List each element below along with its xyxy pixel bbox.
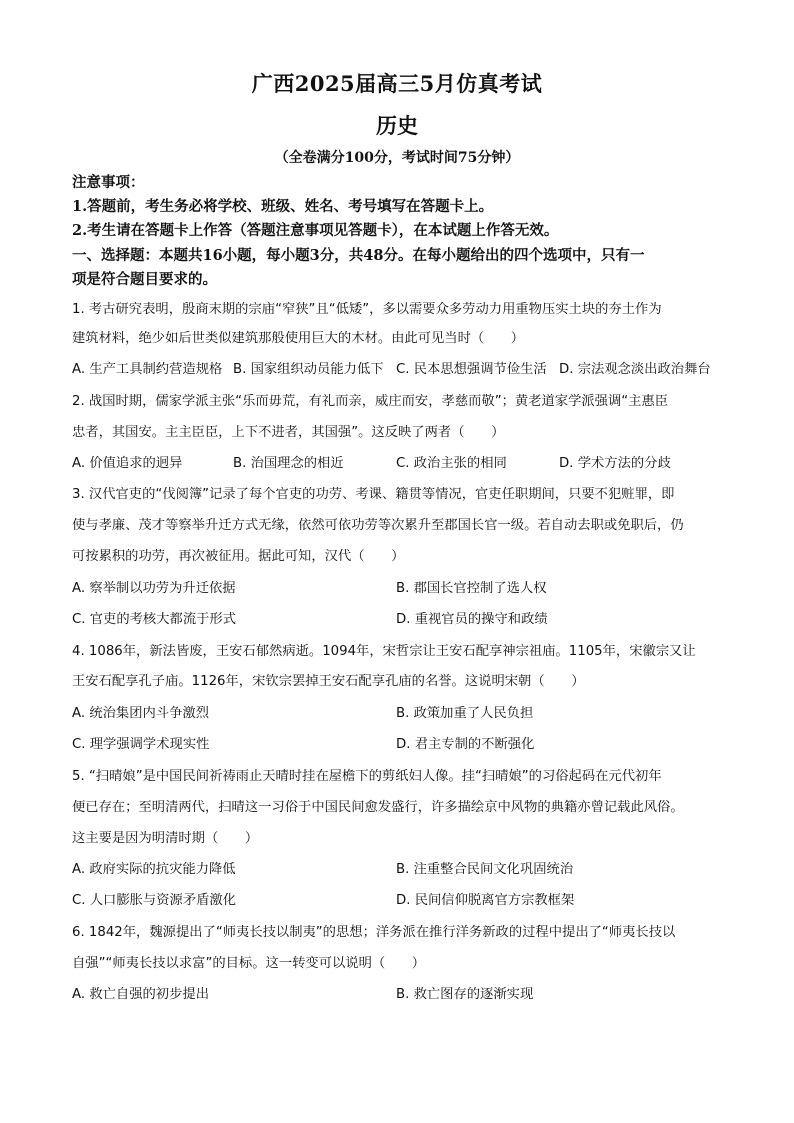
question-6-option-b: B. 救亡图存的逐渐实现 <box>396 987 534 1002</box>
question-1-option-c: C. 民本思想强调节俭生活 <box>396 362 547 377</box>
question-2-option-c: C. 政治主张的相同 <box>396 456 507 471</box>
question-3-line-1: 3. 汉代官吏的“伐阅簿”记录了每个官吏的功劳、考课、籍贯等情况，官吏任职期间，只要不犯赃罪，即 <box>72 487 675 502</box>
notice-item-2: 2.考生请在答题卡上作答（答题注意事项见答题卡），在本试题上作答无效。 <box>72 222 559 239</box>
question-2-option-b: B. 治国理念的相近 <box>233 456 344 471</box>
exam-info: （全卷满分100分，考试时间75分钟） <box>274 150 520 166</box>
question-4-option-d: D. 君主专制的不断强化 <box>396 737 535 752</box>
question-5-option-a: A. 政府实际的抗灾能力降低 <box>72 862 236 877</box>
question-1-line-2: 建筑材料，绝少如后世类似建筑那般使用巨大的木材。由此可见当时（ ） <box>72 331 525 346</box>
question-4-option-c: C. 理学强调学术现实性 <box>72 737 210 752</box>
exam-subject: 历史 <box>376 113 418 138</box>
question-3-option-b: B. 郡国长官控制了选人权 <box>396 581 547 596</box>
question-1-option-b: B. 国家组织动员能力低下 <box>233 362 384 377</box>
question-3-option-d: D. 重视官员的操守和政绩 <box>396 612 548 627</box>
notice-heading: 注意事项： <box>72 174 145 191</box>
section-heading-line-2: 项是符合题目要求的。 <box>72 271 217 288</box>
question-3-line-2: 使与孝廉、茂才等察举升迁方式无缘，依然可依功劳等次累升至郡国长官一级。若自动去职或免职后，仍 <box>72 518 684 533</box>
question-6-option-a: A. 救亡自强的初步提出 <box>72 987 209 1002</box>
notice-item-1: 1.答题前，考生务必将学校、班级、姓名、考号填写在答题卡上。 <box>72 198 494 215</box>
question-4-option-b: B. 政策加重了人民负担 <box>396 706 534 721</box>
question-4-line-2: 王安石配享孔子庙。1126年，宋钦宗罢掉王安石配享孔庙的名誉。这说明宋朝（ ） <box>72 674 585 689</box>
question-2-line-2: 忠者，其国安。主主臣臣，上下不进者，其国强”。这反映了两者（ ） <box>72 425 505 440</box>
question-1-option-a: A. 生产工具制约营造规格 <box>72 362 223 377</box>
question-5-line-1: 5. “扫晴娘”是中国民间祈祷雨止天晴时挂在屋檐下的剪纸妇人像。挂“扫晴娘”的习俗起码在元代初年 <box>72 769 662 784</box>
question-5-line-2: 便已存在；至明清两代，扫晴这一习俗于中国民间愈发盛行，许多描绘京中风物的典籍亦曾记载此风俗。 <box>72 800 684 815</box>
question-2-line-1: 2. 战国时期，儒家学派主张“乐而毋荒，有礼而亲，威庄而安，孝慈而敬”；黄老道家学派强调“主惠臣 <box>72 394 669 409</box>
section-heading-line-1: 一、选择题：本题共16小题，每小题3分，共48分。在每小题给出的四个选项中，只有一 <box>72 247 645 264</box>
question-5-line-3: 这主要是因为明清时期（ ） <box>72 831 259 846</box>
exam-title: 广西2025届高三5月仿真考试 <box>251 71 543 96</box>
question-3-option-c: C. 官吏的考核大都流于形式 <box>72 612 237 627</box>
question-4-option-a: A. 统治集团内斗争激烈 <box>72 706 209 721</box>
question-1-line-1: 1. 考古研究表明，殷商末期的宗庙“窄狭”且“低矮”，多以需要众多劳动力用重物压实土块的夯土作为 <box>72 302 662 317</box>
question-5-option-b: B. 注重整合民间文化巩固统治 <box>396 862 574 877</box>
question-2-option-a: A. 价值追求的迥异 <box>72 456 183 471</box>
question-4-line-1: 4. 1086年，新法皆废，王安石郁然病逝。1094年，宋哲宗让王安石配享神宗祖庙。1105年，宋徽宗又让 <box>72 644 696 659</box>
question-1-option-d: D. 宗法观念淡出政治舞台 <box>559 362 711 377</box>
question-6-line-2: 自强”“师夷长技以求富”的目标。这一转变可以说明（ ） <box>72 956 426 971</box>
question-6-line-1: 6. 1842年，魏源提出了“师夷长技以制夷”的思想；洋务派在推行洋务新政的过程中提出了“师夷长技以 <box>72 925 676 940</box>
question-2-option-d: D. 学术方法的分歧 <box>559 456 671 471</box>
question-3-option-a: A. 察举制以功劳为升迁依据 <box>72 581 236 596</box>
question-3-line-3: 可按累积的功劳，再次被征用。据此可知，汉代（ ） <box>72 549 405 564</box>
question-5-option-c: C. 人口膨胀与资源矛盾激化 <box>72 893 237 908</box>
question-5-option-d: D. 民间信仰脱离官方宗教框架 <box>396 893 575 908</box>
